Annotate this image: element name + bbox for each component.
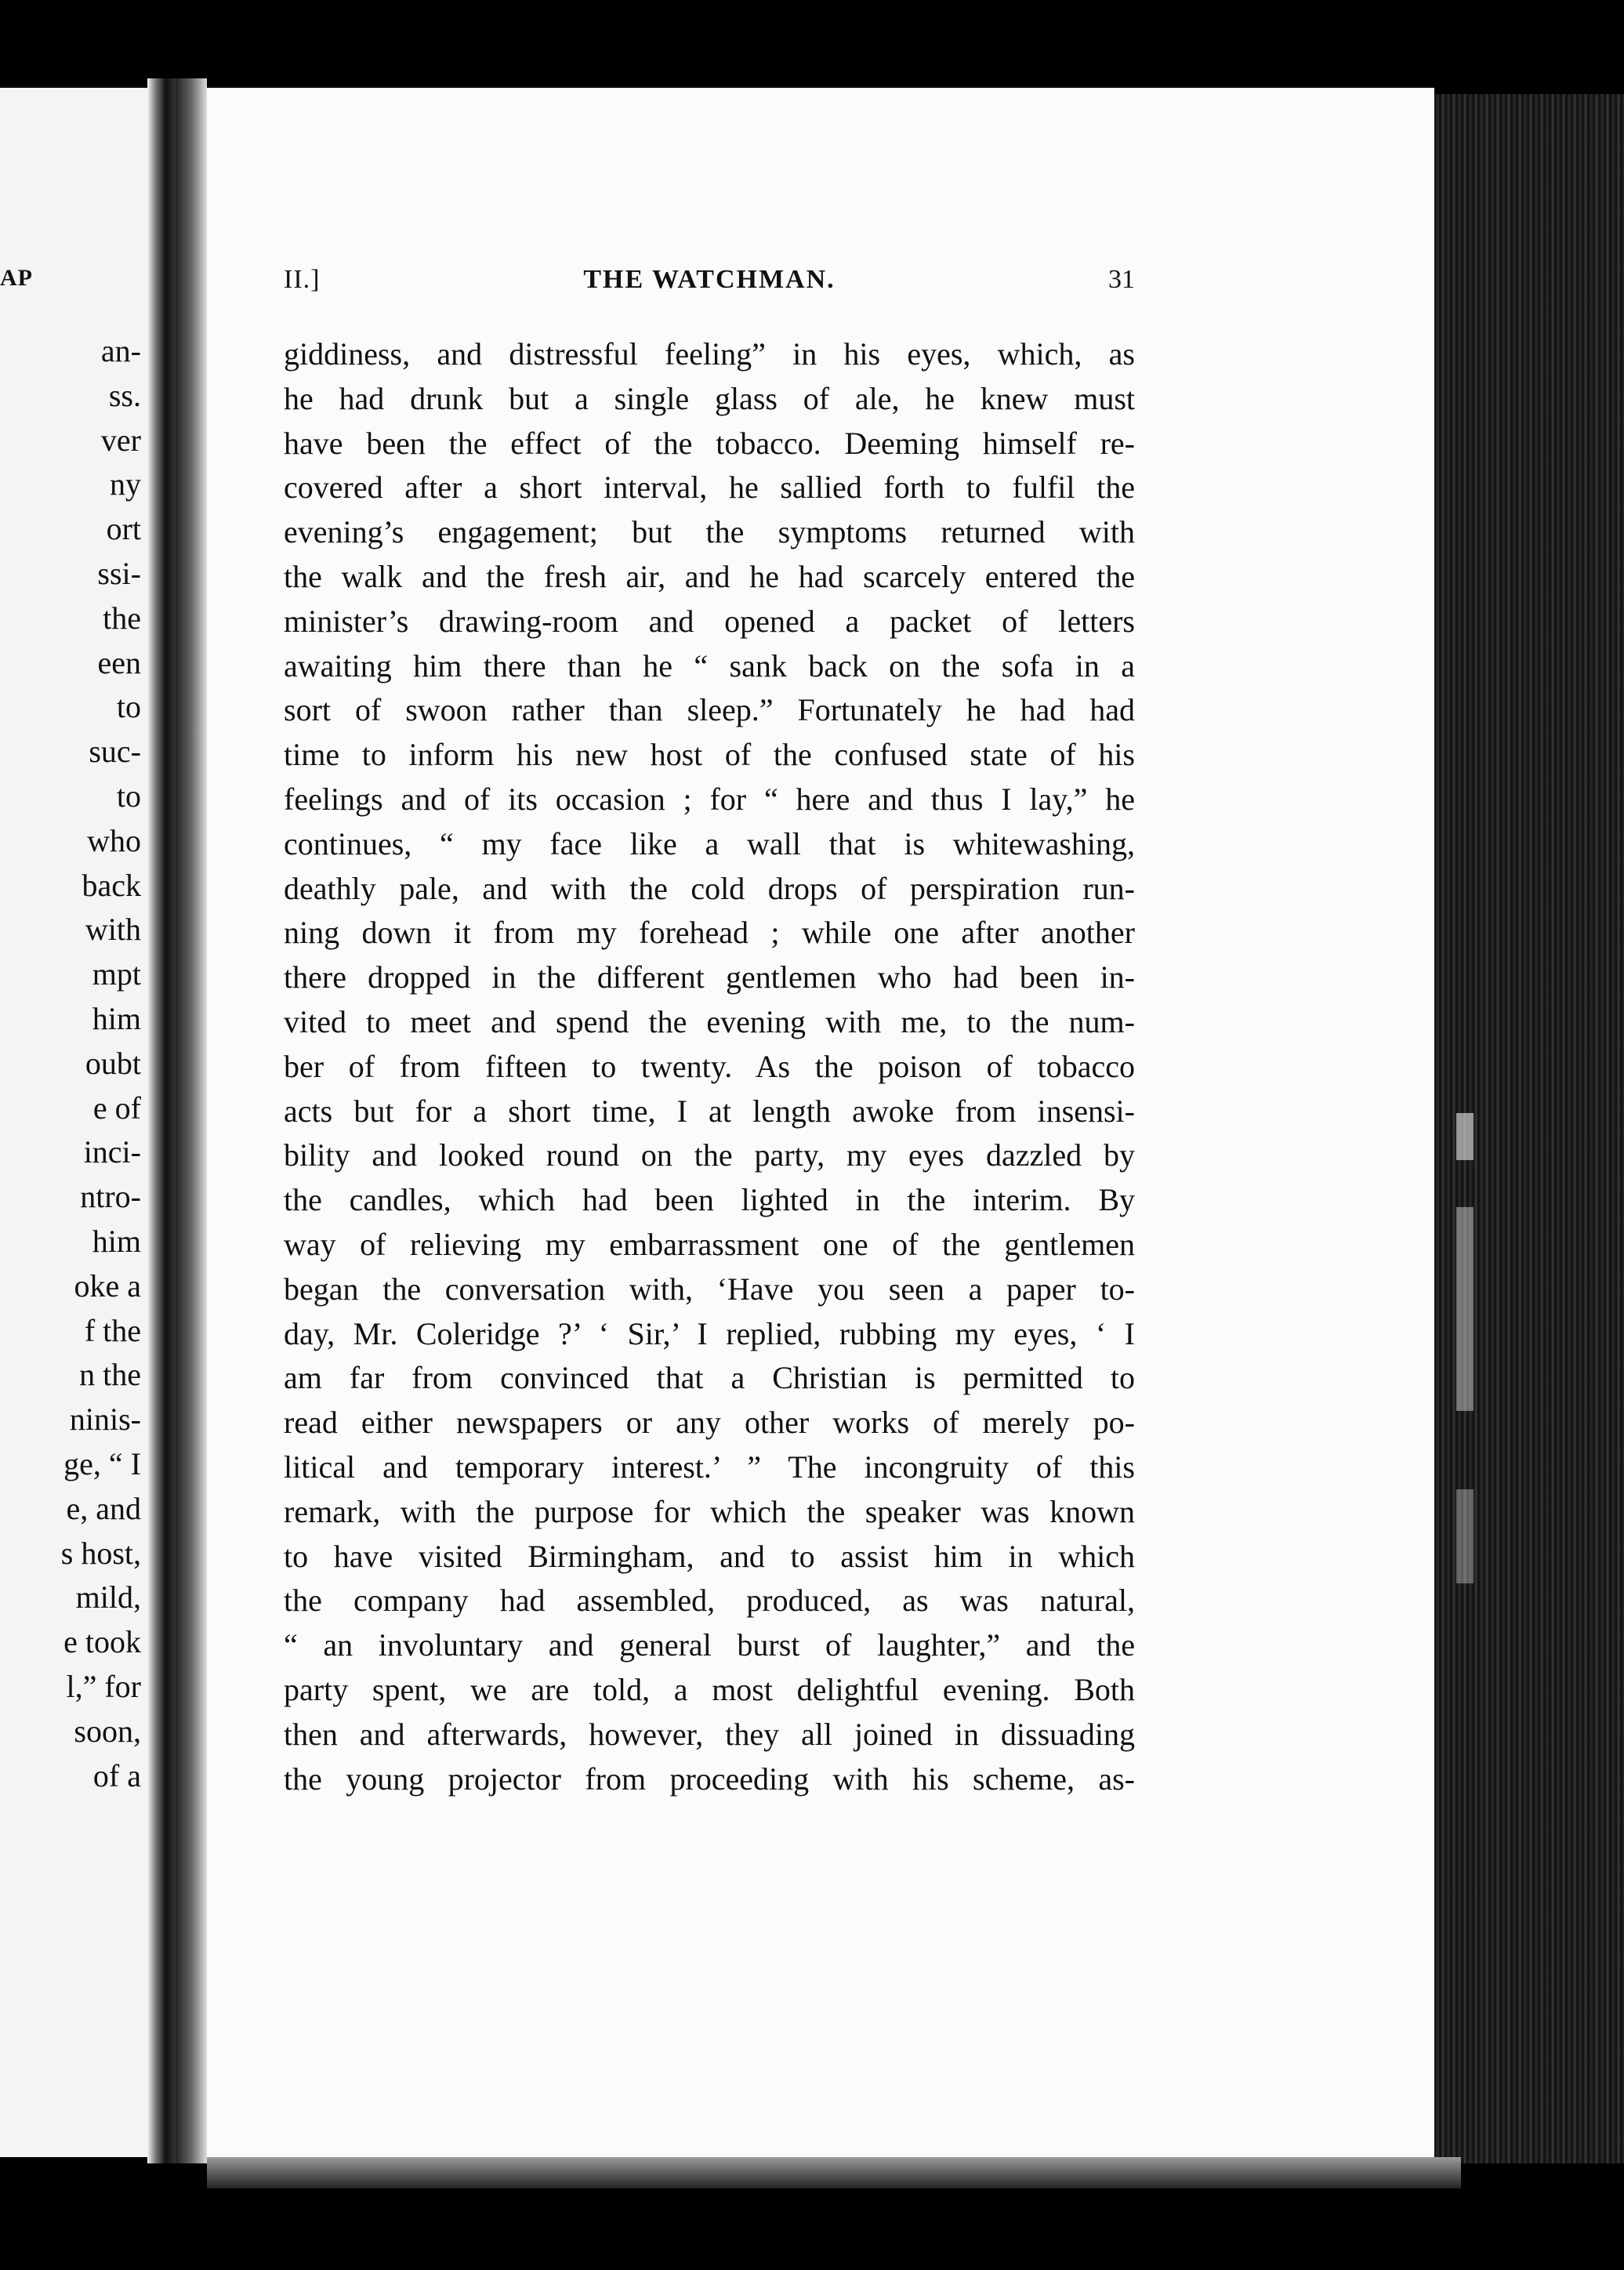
previous-page-line-fragment: een [97,644,141,680]
previous-page-line-fragment: to [116,778,141,814]
previous-page-line-fragment: him [92,1001,141,1036]
previous-page-line-fragment: f the [84,1312,141,1348]
previous-page-line-fragment: ntro- [80,1179,141,1215]
text-line: continues, “ my face like a wall that is whitewashing, [284,825,1135,861]
text-line: minister’s drawing-room and opened a packet of letters [284,603,1135,639]
previous-page-line-fragment: ss. [108,377,141,413]
previous-page-line-fragment: the [103,600,141,636]
previous-page-line-fragment: e took [63,1624,141,1660]
gutter-shadow-right [176,78,207,2163]
chapter-marker: II.] [284,265,321,294]
previous-page-line-fragment: n the [79,1357,141,1393]
previous-page-line-fragment: ssi- [97,556,141,591]
previous-page-fragment [0,88,147,2157]
previous-page-line-fragment: ort [106,511,141,547]
previous-page-line-fragment: oke a [74,1267,141,1304]
text-line: the walk and the fresh air, and he had scarcely entered the [284,558,1135,594]
running-title: THE WATCHMAN. [583,265,836,294]
text-line: day, Mr. Coleridge ?’ ‘ Sir,’ I replied, rubbing my eyes, ‘ I [284,1315,1135,1351]
text-line: to have visited Birmingham, and to assist him in which [284,1538,1135,1574]
previous-page-line-fragment: with [85,912,141,948]
body-text [284,332,1135,1801]
previous-page-line-fragment: inci- [83,1134,141,1170]
previous-page-line-fragment: mpt [92,956,141,992]
previous-page-line-fragment: back [82,867,141,903]
text-line: acts but for a short time, I at length awoke from insensi- [284,1093,1135,1129]
text-line: party spent, we are told, a most delightful evening. Both [284,1671,1135,1707]
previous-page-line-fragment: s host, [60,1535,141,1571]
text-line: then and afterwards, however, they all joined in dissuading [284,1716,1135,1752]
previous-page-line-fragment: ge, “ I [63,1446,141,1481]
previous-page-line-fragment: ver [100,422,141,458]
page-number: 31 [1108,265,1135,294]
text-line: ning down it from my forehead ; while one after another [284,915,1135,951]
book-fore-edge [1434,94,1624,2163]
page-bottom-edge [207,2157,1461,2188]
text-line: the young projector from proceeding with his scheme, as- [284,1761,1135,1797]
previous-page-line-fragment: l,” for [66,1669,141,1704]
text-line: read either newspapers or any other works of merely po- [284,1405,1135,1441]
previous-page-line-fragment: suc- [89,734,141,770]
text-line: litical and temporary interest.’ ” The incongruity of this [284,1449,1135,1485]
text-line: vited to meet and spend the evening with me, to the num- [284,1003,1135,1039]
text-line: sort of swoon rather than sleep.” Fortunately he had had [284,692,1135,728]
text-line: he had drunk but a single glass of ale, he knew must [284,380,1135,416]
text-line: way of relieving my embarrassment one of the gentlemen [284,1226,1135,1262]
text-line: ber of from fifteen to twenty. As the poison of tobacco [284,1048,1135,1084]
gutter-shadow-left [147,78,176,2163]
text-line: the candles, which had been lighted in the interim. By [284,1182,1135,1218]
previous-page-line-fragment: e of [92,1090,141,1126]
previous-page-line-fragment: oubt [85,1045,141,1081]
text-line: began the conversation with, ‘Have you seen a paper to- [284,1271,1135,1307]
previous-page-line-fragment: to [116,689,141,725]
previous-page-line-fragment: him [92,1224,141,1259]
text-line: “ an involuntary and general burst of laughter,” and the [284,1627,1135,1663]
text-line: there dropped in the different gentlemen who had been in- [284,959,1135,995]
text-line: giddiness, and distressful feeling” in his eyes, which, as [284,336,1135,372]
previous-page-line-fragment: e, and [66,1490,141,1526]
previous-page-running-head: AP [0,265,33,291]
text-line: bility and looked round on the party, my eyes dazzled by [284,1137,1135,1173]
previous-page-line-fragment: mild, [75,1579,141,1615]
previous-page-line-fragment: ny [110,466,141,502]
text-line: am far from convinced that a Christian is permitted to [284,1360,1135,1396]
previous-page-line-fragment: of a [92,1757,141,1793]
text-line: time to inform his new host of the confused state of his [284,737,1135,773]
text-line: have been the effect of the tobacco. Deeming himself re- [284,425,1135,461]
text-line: evening’s engagement; but the symptoms returned with [284,514,1135,550]
text-line: the company had assembled, produced, as was natural, [284,1583,1135,1619]
previous-page-line-fragment: soon, [74,1713,141,1749]
text-line: awaiting him there than he “ sank back on the sofa in a [284,647,1135,684]
text-line: feelings and of its occasion ; for “ here and thus I lay,” he [284,781,1135,817]
text-line: covered after a short interval, he sallied forth to fulfil the [284,470,1135,506]
previous-page-line-fragment: ninis- [69,1402,141,1438]
text-line: deathly pale, and with the cold drops of perspiration run- [284,870,1135,906]
running-head [284,265,1135,304]
text-line: remark, with the purpose for which the speaker was known [284,1493,1135,1529]
previous-page-line-fragment: an- [100,333,141,368]
previous-page-line-fragment: who [87,822,141,858]
